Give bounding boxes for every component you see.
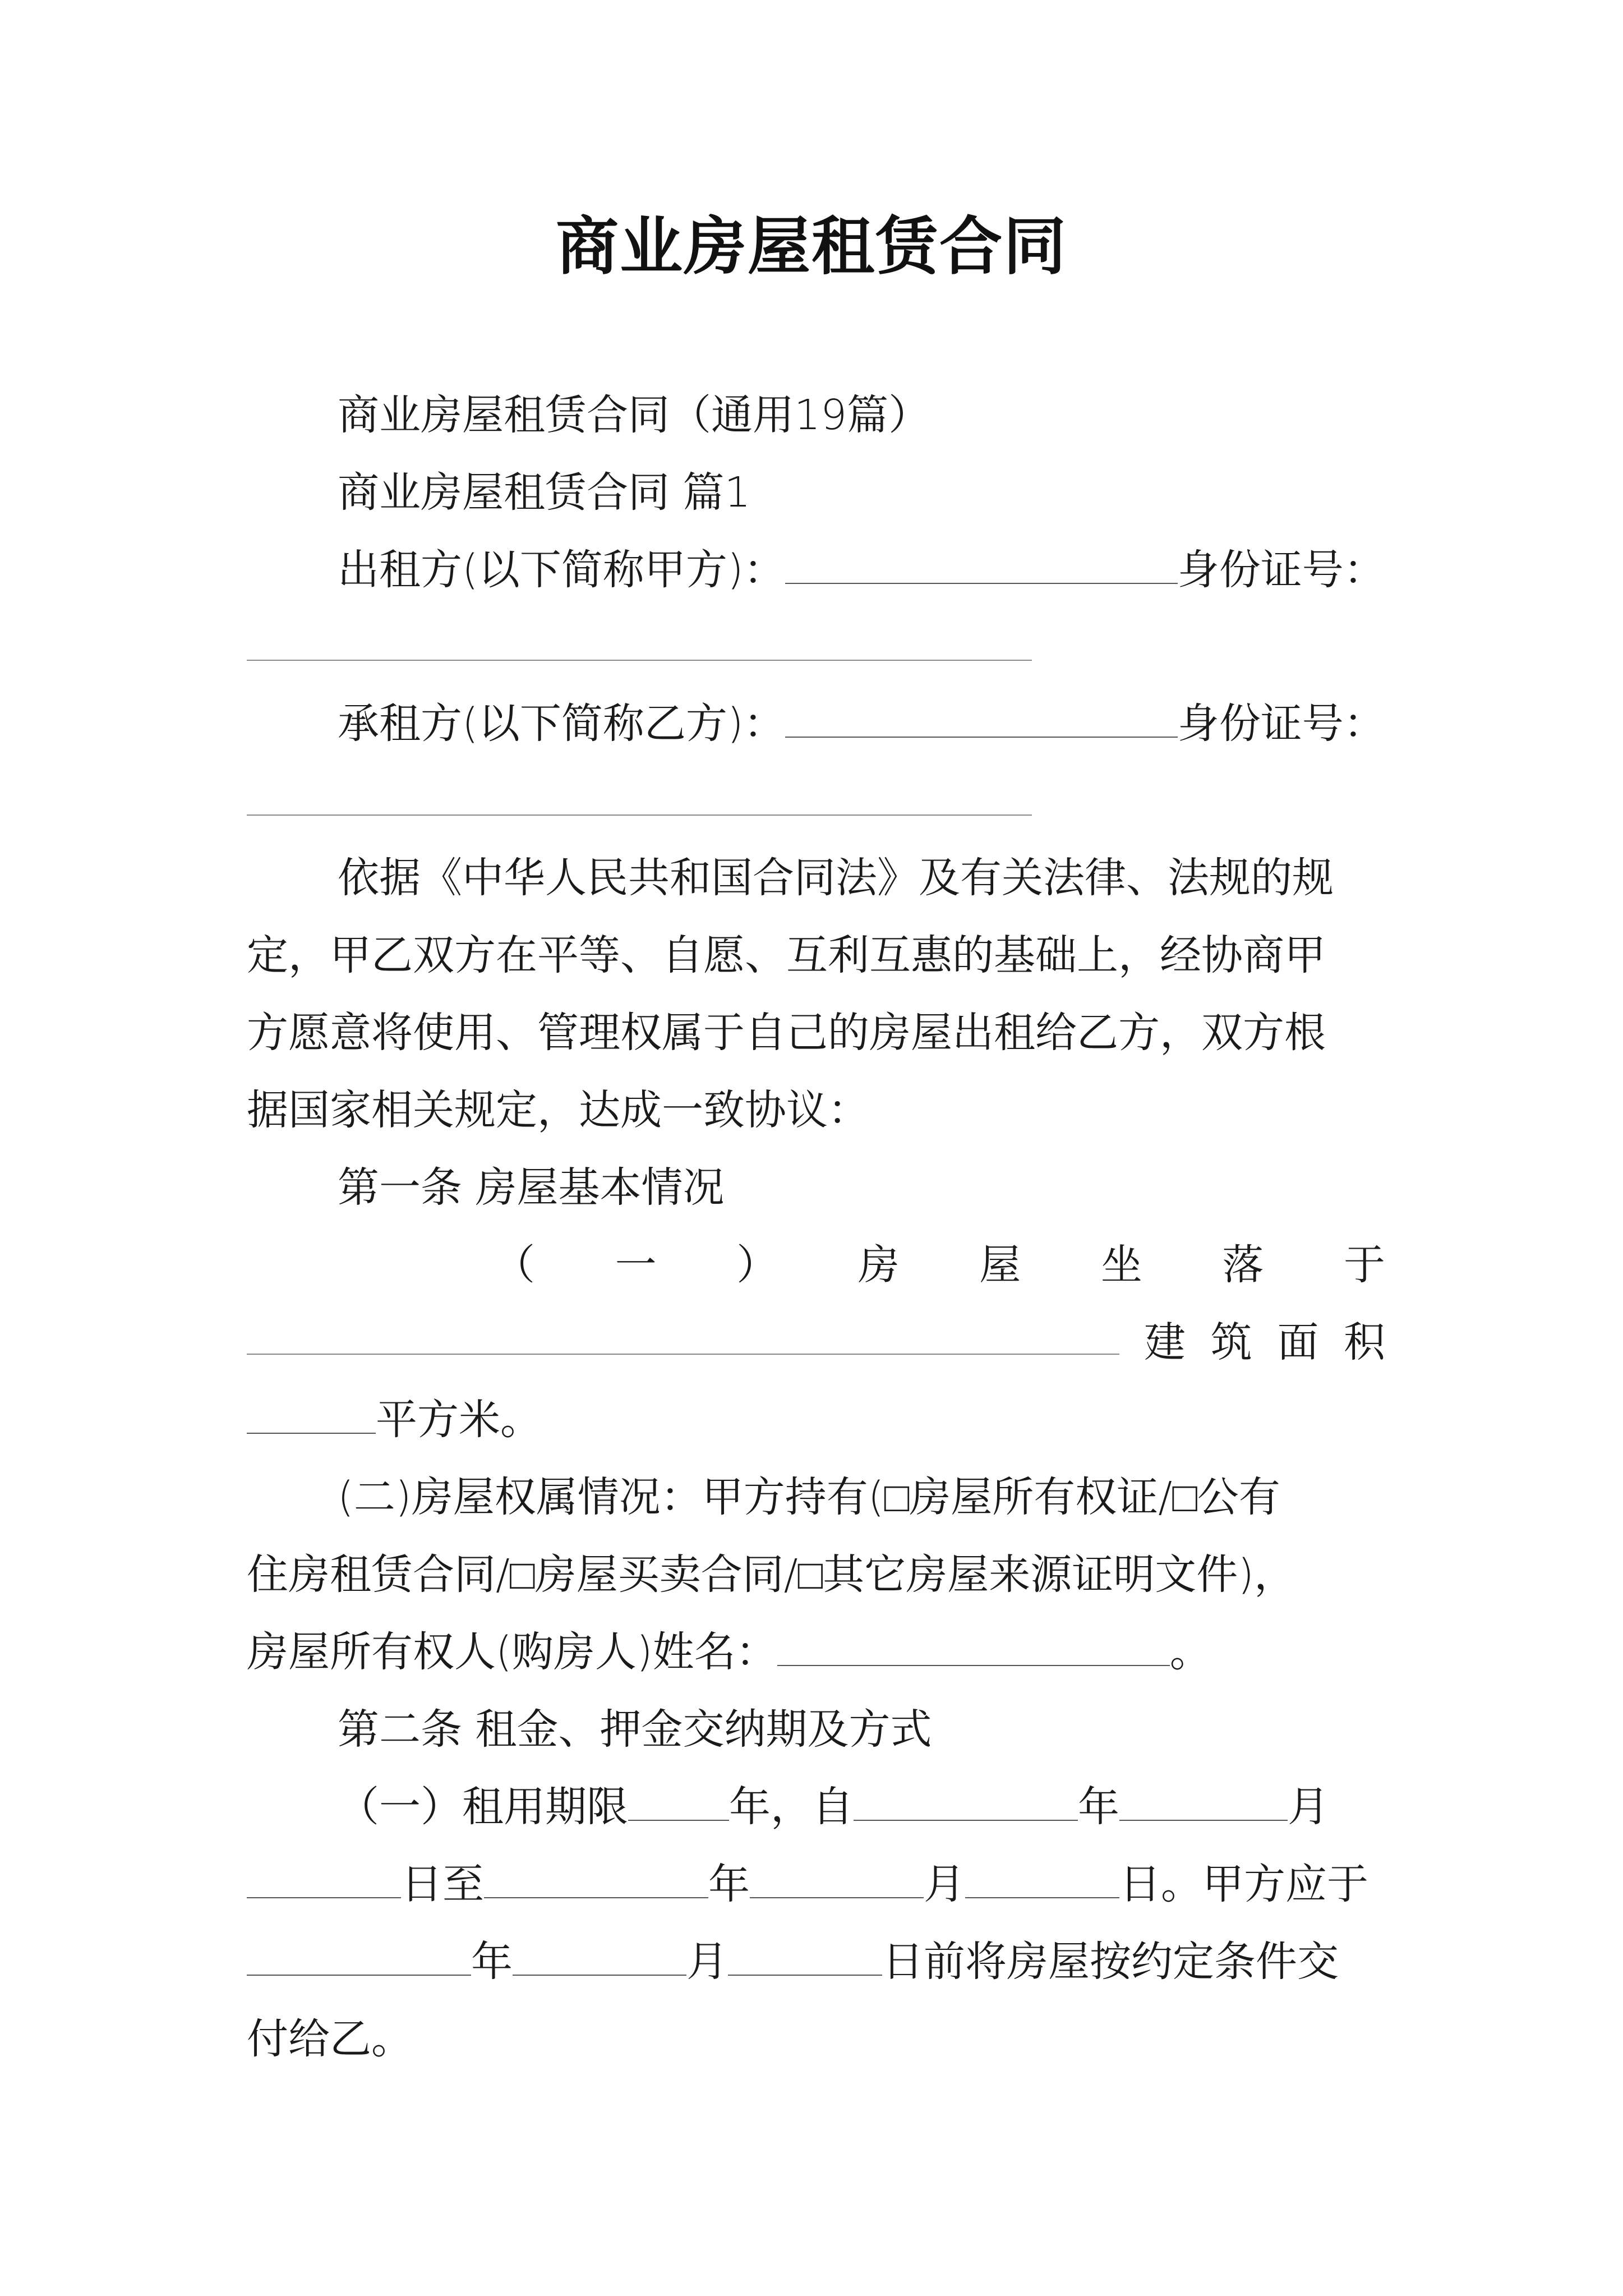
- lessor-id-blank: [247, 660, 1032, 661]
- delivery-day-blank: [728, 1935, 882, 1976]
- chapter-heading: 商业房屋租赁合同 篇1: [338, 468, 751, 517]
- start-month: 月: [1288, 1783, 1329, 1831]
- char: 坐: [1100, 1241, 1142, 1289]
- para1-line3: 方愿意将使用、管理权属于自己的房屋出租给乙方，双方根: [247, 1009, 1326, 1057]
- char: 建: [1144, 1318, 1186, 1366]
- end-year: 年: [708, 1860, 750, 1908]
- owner-name-blank: [777, 1626, 1170, 1666]
- area-blank: [247, 1393, 376, 1434]
- delivery-year: 年: [471, 1938, 513, 1986]
- delivery-month: 月: [686, 1938, 728, 1986]
- para1-line2: 定，甲乙双方在平等、自愿、互利互惠的基础上，经协商甲: [247, 931, 1326, 979]
- end-year-blank: [484, 1858, 708, 1898]
- start-year-blank: [854, 1780, 1078, 1821]
- start-day-to: 日至: [401, 1860, 484, 1908]
- area-line: [247, 1392, 542, 1448]
- document-title: 商业房屋租赁合同: [556, 210, 1067, 283]
- char: 面: [1277, 1318, 1319, 1366]
- lessee-name-blank: [785, 697, 1178, 738]
- para1-line1: 依据《中华人民共和国合同法》及有关法律、法规的规: [338, 854, 1334, 902]
- start-day-blank: [247, 1858, 401, 1898]
- end-month-blank: [750, 1858, 924, 1898]
- char: 屋: [979, 1241, 1021, 1289]
- term-prefix: （一）租用期限: [338, 1783, 628, 1831]
- lessor-line: [338, 542, 1385, 598]
- lessor-name-blank: [785, 544, 1178, 584]
- char: 一: [615, 1241, 657, 1289]
- term-line4: 付给乙。: [247, 2015, 413, 2063]
- char: 于: [1343, 1241, 1385, 1289]
- delivery-text: 日前将房屋按约定条件交: [882, 1938, 1339, 1986]
- lessee-id-label: 身份证号：: [1177, 700, 1385, 748]
- lessee-id-blank: [247, 815, 1032, 816]
- end-day-blank: [965, 1858, 1119, 1898]
- start-month-blank: [1119, 1780, 1288, 1821]
- char: ）: [736, 1241, 778, 1289]
- article1-item2-line1: (二)房屋权属情况：甲方持有(□房屋所有权证/□公有: [338, 1473, 1280, 1521]
- term-year: 年: [729, 1783, 771, 1831]
- lessor-label: 出租方(以下简称甲方)：: [338, 546, 785, 594]
- owner-line: [247, 1624, 1211, 1680]
- end-day: 日。甲方应于: [1119, 1860, 1368, 1908]
- article1-item1-location: [494, 1237, 1385, 1293]
- location-blank: [247, 1354, 1119, 1355]
- char: 落: [1222, 1241, 1264, 1289]
- end-month: 月: [924, 1860, 965, 1908]
- area-unit: 平方米。: [376, 1396, 542, 1444]
- char: 房: [857, 1241, 900, 1289]
- subtitle: 商业房屋租赁合同（通用19篇）: [338, 391, 930, 439]
- lessee-label: 承租方(以下简称乙方)：: [338, 700, 785, 748]
- delivery-month-blank: [513, 1935, 686, 1976]
- para1-line4: 据国家相关规定，达成一致协议：: [247, 1086, 869, 1134]
- article1-item1-area: [1144, 1314, 1385, 1370]
- start-year: 年: [1078, 1783, 1119, 1831]
- char: （: [494, 1241, 535, 1289]
- char: 筑: [1210, 1318, 1252, 1366]
- article1-item2-line2: 住房租赁合同/□房屋买卖合同/□其它房屋来源证明文件)，: [247, 1550, 1296, 1599]
- term-from: ，自: [771, 1783, 854, 1831]
- char: 积: [1343, 1318, 1385, 1366]
- term-line1: [338, 1779, 1329, 1835]
- article1-heading: 第一条 房屋基本情况: [338, 1163, 725, 1212]
- term-line2: [247, 1856, 1368, 1912]
- owner-label: 房屋所有权人(购房人)姓名：: [247, 1628, 777, 1676]
- lessee-line: [338, 696, 1385, 752]
- article2-heading: 第二条 租金、押金交纳期及方式: [338, 1705, 932, 1754]
- delivery-year-blank: [247, 1935, 471, 1976]
- lessor-id-label: 身份证号：: [1177, 546, 1385, 594]
- owner-end: 。: [1169, 1628, 1211, 1676]
- term-years-blank: [628, 1780, 729, 1821]
- term-line3: [247, 1934, 1339, 1990]
